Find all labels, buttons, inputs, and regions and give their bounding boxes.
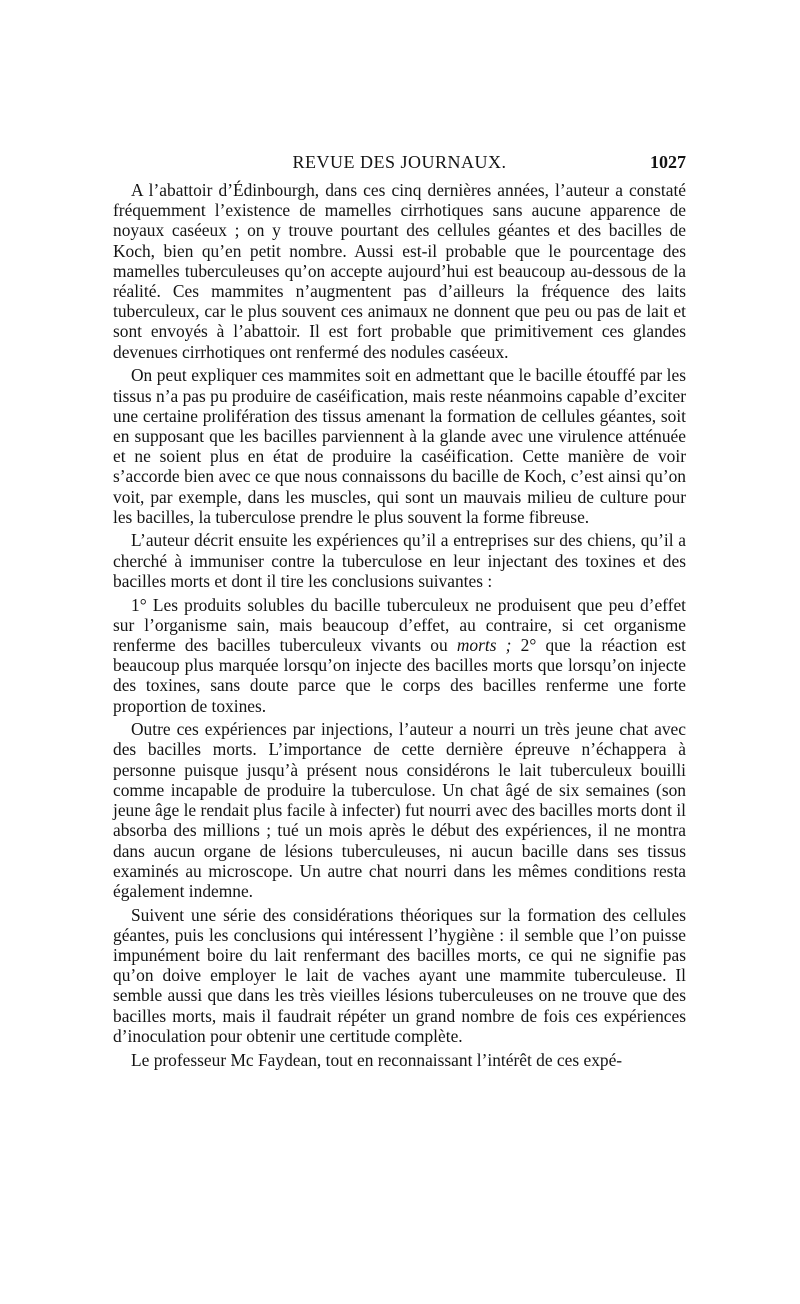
running-head <box>113 152 686 178</box>
paragraph-dog-experiments: L’auteur décrit ensuite les expériences qu’il a entreprises sur des chiens, qu’il a cherché à immuniser contre la tuberculose en leur injectant des toxines et des bacilles morts et dont il tire les conclusions suivantes : <box>113 530 686 591</box>
conclusions-text-end: 2° que la réaction est beaucoup plus marquée lorsqu’on injecte des bacilles morts que lorsqu’on injecte des toxines, sans doute parce que le corps des bacilles renferme une forte proportion de toxines. <box>113 634 686 716</box>
conclusions-text-start: 1° Les produits solubles du bacille tuberculeux ne produisent que peu d’effet sur l’organisme sain, mais beaucoup d’effet, au contraire, si cet organisme renferme des bacilles tuberculeux vivants ou <box>113 594 686 655</box>
paragraph-cat-experiment: Outre ces expériences par injections, l’auteur a nourri un très jeune chat avec des bacilles morts. L’importance de cette dernière épreuve n’échappera à personne puisque jusqu’à présent nous considérons le lait tuberculeux bouilli comme incapable de produire la tuberculose. Un chat âgé de six semaines (son jeune âge le rendait plus facile à infecter) fut nourri avec des bacilles morts dont il absorba des millions ; tué un mois après le début des expériences, il ne montra dans aucun organe de lésions tuberculeuses, ni aucun bacille dans ses tissus examinés au microscope. Un autre chat nourri dans les mêmes conditions resta également indemne. <box>113 719 686 901</box>
paragraph-hygiene-conclusions: Suivent une série des considérations théoriques sur la formation des cellules géantes, puis les conclusions qui intéressent l’hygiène : il semble que l’on puisse impunément boire du lait renfermant des bacilles morts, ce qui ne signifie pas qu’on doive employer le lait de vaches ayant une mammite tuberculeuse. Il semble aussi que dans les très vieilles lésions tuberculeuses on ne trouve que des bacilles morts, mais il faudrait répéter un grand nombre de fois ces expériences d’inoculation pour obtenir une certitude complète. <box>113 904 686 1046</box>
paragraph-abattoir-observations: A l’abattoir d’Édinbourgh, dans ces cinq dernières années, l’auteur a constaté fréquemment l’existence de mamelles cirrhotiques sans aucune apparence de noyaux caséeux ; on y trouve pourtant des cellules géantes et des bacilles de Koch, bien qu’en petit nombre. Aussi est-il probable que le pourcentage des mamelles tuberculeuses qu’on accepte aujourd’hui est beaucoup au-dessous de la réalité. Ces mammites n’augmentent pas d’ailleurs la fréquence des laits tuberculeux, car le plus souvent ces animaux ne donnent que peu ou pas de lait et sont envoyés à l’abattoir. Il est fort probable que primitivement ces glandes devenues cirrhotiques ont renfermé des nodules caséeux. <box>113 180 686 362</box>
page-number: 1027 <box>650 152 686 172</box>
article-body <box>113 180 686 1070</box>
paragraph-mc-faydean: Le professeur Mc Faydean, tout en reconnaissant l’intérêt de ces expé- <box>131 1049 623 1070</box>
running-title: REVUE DES JOURNAUX. <box>292 152 507 172</box>
paragraph-mammite-explanation: On peut expliquer ces mammites soit en admettant que le bacille étouffé par les tissus n’a pas pu produire de caséification, mais reste néanmoins capable d’exciter une certaine prolifération des tissus amenant la formation de cellules géantes, soit en supposant que les bacilles parviennent à la glande avec une virulence atténuée et ne soient plus en état de produire la caséification. Cette manière de voir s’accorde bien avec ce que nous connaissons du bacille de Koch, c’est ainsi qu’on voit, par exemple, dans les muscles, qui sont un mauvais milieu de culture pour les bacilles, la tuberculose prendre le plus souvent la forme fibreuse. <box>113 365 686 527</box>
conclusions-italic-term: morts ; <box>456 634 512 655</box>
paragraph-conclusions <box>113 595 686 716</box>
